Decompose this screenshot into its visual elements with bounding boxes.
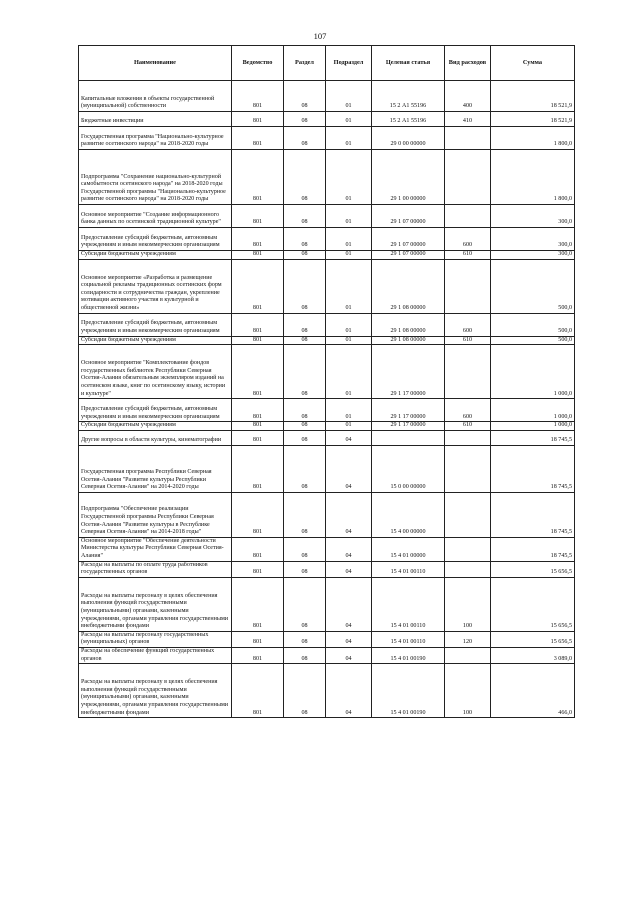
cell-department: 801: [232, 336, 284, 345]
cell-department: 801: [232, 112, 284, 127]
cell-name: Субсидии бюджетным учреждениям: [79, 251, 232, 260]
cell-subsection: 01: [326, 399, 372, 422]
cell-subsection: 01: [326, 313, 372, 336]
cell-section: 08: [284, 251, 326, 260]
column-header-name: Наименование: [79, 46, 232, 81]
column-header-section: Раздел: [284, 46, 326, 81]
cell-target-item: 15 4 00 00000: [372, 492, 445, 537]
cell-target-item: 15 4 01 00190: [372, 647, 445, 663]
cell-expense-type: 410: [445, 112, 491, 127]
cell-amount: 3 089,0: [491, 647, 575, 663]
cell-amount: 15 656,5: [491, 577, 575, 631]
table-row: [79, 537, 575, 561]
cell-expense-type: [445, 345, 491, 399]
cell-section: 08: [284, 577, 326, 631]
cell-expense-type: [445, 259, 491, 313]
cell-target-item: [372, 430, 445, 445]
table-body: [79, 81, 575, 718]
cell-expense-type: 600: [445, 228, 491, 251]
cell-department: 801: [232, 631, 284, 647]
table-row: [79, 577, 575, 631]
cell-name: Основное мероприятие "Создание информационного банка данных по осетинской традиционной культуре": [79, 205, 232, 228]
cell-expense-type: 610: [445, 422, 491, 431]
cell-amount: 18 745,5: [491, 445, 575, 492]
table-row: [79, 205, 575, 228]
cell-department: 801: [232, 537, 284, 561]
cell-target-item: 29 1 08 00000: [372, 336, 445, 345]
cell-department: 801: [232, 664, 284, 718]
table-row: [79, 422, 575, 431]
table-row: [79, 81, 575, 112]
cell-department: 801: [232, 422, 284, 431]
table-row: [79, 127, 575, 150]
cell-expense-type: [445, 205, 491, 228]
cell-department: 801: [232, 399, 284, 422]
cell-amount: 300,0: [491, 251, 575, 260]
cell-section: 08: [284, 150, 326, 205]
table-row: [79, 430, 575, 445]
cell-amount: 18 521,9: [491, 81, 575, 112]
cell-name: Предоставление субсидий бюджетным, автономным учреждениям и иным некоммерческим организациям: [79, 399, 232, 422]
cell-section: 08: [284, 205, 326, 228]
cell-subsection: 01: [326, 228, 372, 251]
cell-target-item: 29 1 17 00000: [372, 422, 445, 431]
column-header-target-item: Целевая статья: [372, 46, 445, 81]
cell-target-item: 15 4 01 00110: [372, 561, 445, 577]
cell-amount: 1 800,0: [491, 150, 575, 205]
cell-subsection: 01: [326, 251, 372, 260]
cell-section: 08: [284, 492, 326, 537]
cell-name: Государственная программа "Национально-культурное развитие осетинского народа" на 2018-2020 годы: [79, 127, 232, 150]
cell-section: 08: [284, 647, 326, 663]
column-header-subsection: Подраздел: [326, 46, 372, 81]
cell-section: 08: [284, 445, 326, 492]
cell-amount: 500,0: [491, 313, 575, 336]
cell-section: 08: [284, 422, 326, 431]
column-header-expense-type: Вид расходов: [445, 46, 491, 81]
cell-target-item: 29 1 07 00000: [372, 228, 445, 251]
budget-table: [78, 45, 575, 718]
cell-name: Бюджетные инвестиции: [79, 112, 232, 127]
cell-expense-type: 600: [445, 313, 491, 336]
cell-name: Субсидии бюджетным учреждениям: [79, 336, 232, 345]
page-number: 107: [313, 31, 327, 41]
cell-section: 08: [284, 81, 326, 112]
cell-name: Расходы на выплаты персоналу в целях обеспечения выполнения функций государственными (муниципальными) органами, казенными учреждениями, органами управления государственными внебюджетными фондами: [79, 577, 232, 631]
cell-target-item: 15 4 01 00190: [372, 664, 445, 718]
cell-expense-type: [445, 430, 491, 445]
cell-expense-type: [445, 647, 491, 663]
cell-target-item: 15 4 01 00110: [372, 631, 445, 647]
cell-subsection: 04: [326, 577, 372, 631]
cell-amount: 18 521,9: [491, 112, 575, 127]
cell-name: Подпрограмма "Сохранение национально-культурной самобытности осетинского народа" на 2018-2020 годы Государственной программы "Национально-культурное развитие осетинского народа" на 2018-2020 годы: [79, 150, 232, 205]
cell-section: 08: [284, 631, 326, 647]
cell-subsection: 01: [326, 259, 372, 313]
cell-subsection: 01: [326, 150, 372, 205]
cell-target-item: 29 1 08 00000: [372, 313, 445, 336]
table-row: [79, 251, 575, 260]
cell-subsection: 01: [326, 205, 372, 228]
cell-section: 08: [284, 430, 326, 445]
cell-department: 801: [232, 150, 284, 205]
cell-name: Предоставление субсидий бюджетным, автономным учреждениям и иным некоммерческим организациям: [79, 228, 232, 251]
cell-name: Основное мероприятие "Комплектование фондов государственных библиотек Республики Северная Осетия-Алания обязательным экземпляром изданий на осетинском языке, книг по осетинскому языку, истории и культуре": [79, 345, 232, 399]
cell-department: 801: [232, 492, 284, 537]
cell-department: 801: [232, 251, 284, 260]
table-row: [79, 112, 575, 127]
cell-amount: 300,0: [491, 205, 575, 228]
cell-department: 801: [232, 647, 284, 663]
cell-name: Расходы на выплаты персоналу государственных (муниципальных) органов: [79, 631, 232, 647]
column-header-department: Ведомство: [232, 46, 284, 81]
cell-section: 08: [284, 537, 326, 561]
cell-expense-type: [445, 445, 491, 492]
cell-name: Расходы на выплаты по оплате труда работников государственных органов: [79, 561, 232, 577]
cell-department: 801: [232, 345, 284, 399]
cell-amount: 18 745,5: [491, 537, 575, 561]
cell-expense-type: 400: [445, 81, 491, 112]
cell-department: 801: [232, 259, 284, 313]
cell-subsection: 04: [326, 664, 372, 718]
cell-department: 801: [232, 313, 284, 336]
cell-subsection: 04: [326, 430, 372, 445]
cell-section: 08: [284, 664, 326, 718]
cell-subsection: 04: [326, 537, 372, 561]
cell-subsection: 04: [326, 647, 372, 663]
cell-name: Предоставление субсидий бюджетным, автономным учреждениям и иным некоммерческим организациям: [79, 313, 232, 336]
cell-target-item: 29 1 07 00000: [372, 205, 445, 228]
cell-amount: 500,0: [491, 336, 575, 345]
cell-name: Другие вопросы в области культуры, кинематографии: [79, 430, 232, 445]
cell-section: 08: [284, 112, 326, 127]
cell-subsection: 01: [326, 112, 372, 127]
cell-expense-type: [445, 492, 491, 537]
cell-amount: 1 000,0: [491, 399, 575, 422]
cell-subsection: 04: [326, 631, 372, 647]
cell-subsection: 04: [326, 561, 372, 577]
cell-department: 801: [232, 561, 284, 577]
cell-expense-type: 600: [445, 399, 491, 422]
cell-expense-type: [445, 150, 491, 205]
cell-target-item: 29 1 17 00000: [372, 345, 445, 399]
cell-expense-type: 100: [445, 577, 491, 631]
cell-target-item: 15 4 01 00110: [372, 577, 445, 631]
cell-amount: 500,0: [491, 259, 575, 313]
cell-name: Капитальные вложения в объекты государственной (муниципальной) собственности: [79, 81, 232, 112]
cell-amount: 1 000,0: [491, 422, 575, 431]
cell-expense-type: [445, 537, 491, 561]
table-row: [79, 445, 575, 492]
table-row: [79, 492, 575, 537]
cell-subsection: 01: [326, 81, 372, 112]
cell-amount: 15 656,5: [491, 561, 575, 577]
cell-amount: 18 745,5: [491, 430, 575, 445]
table-row: [79, 336, 575, 345]
cell-amount: 15 656,5: [491, 631, 575, 647]
cell-name: Основное мероприятие «Разработка и размещение социальной рекламы традиционных осетинских форм солидарности и сотрудничества граждан, укрепление мотивации активного участия в культурной и общественной жизни»: [79, 259, 232, 313]
cell-section: 08: [284, 345, 326, 399]
cell-target-item: 29 1 17 00000: [372, 399, 445, 422]
cell-subsection: 01: [326, 336, 372, 345]
cell-subsection: 04: [326, 445, 372, 492]
cell-target-item: 15 2 А1 55196: [372, 112, 445, 127]
cell-subsection: 01: [326, 127, 372, 150]
cell-subsection: 01: [326, 422, 372, 431]
cell-department: 801: [232, 81, 284, 112]
cell-name: Подпрограмма "Обеспечение реализации Государственной программы Республики Северная Осетия-Алания "Развитие культуры в Республике Северная Осетия-Алания" на 2014-2018 годы": [79, 492, 232, 537]
cell-name: Основное мероприятие "Обеспечение деятельности Министерства культуры Республики Северная Осетия-Алания": [79, 537, 232, 561]
cell-amount: 466,0: [491, 664, 575, 718]
cell-department: 801: [232, 445, 284, 492]
cell-department: 801: [232, 127, 284, 150]
table-row: [79, 561, 575, 577]
cell-target-item: 15 2 А1 55196: [372, 81, 445, 112]
column-header-amount: Сумма: [491, 46, 575, 81]
cell-department: 801: [232, 430, 284, 445]
cell-department: 801: [232, 228, 284, 251]
cell-amount: 300,0: [491, 228, 575, 251]
cell-department: 801: [232, 577, 284, 631]
cell-target-item: 29 0 00 00000: [372, 127, 445, 150]
cell-expense-type: [445, 561, 491, 577]
cell-subsection: 04: [326, 492, 372, 537]
cell-expense-type: 610: [445, 251, 491, 260]
table-row: [79, 631, 575, 647]
cell-expense-type: 120: [445, 631, 491, 647]
cell-section: 08: [284, 313, 326, 336]
table-row: [79, 664, 575, 718]
cell-name: Субсидии бюджетным учреждениям: [79, 422, 232, 431]
cell-name: Расходы на обеспечение функций государственных органов: [79, 647, 232, 663]
cell-section: 08: [284, 336, 326, 345]
cell-amount: 1 800,0: [491, 127, 575, 150]
table-row: [79, 228, 575, 251]
cell-section: 08: [284, 127, 326, 150]
cell-target-item: 29 1 08 00000: [372, 259, 445, 313]
table-row: [79, 150, 575, 205]
cell-expense-type: 100: [445, 664, 491, 718]
table-row: [79, 345, 575, 399]
cell-target-item: 29 1 00 00000: [372, 150, 445, 205]
cell-department: 801: [232, 205, 284, 228]
cell-expense-type: [445, 127, 491, 150]
cell-name: Государственная программа Республики Северная Осетия-Алания "Развитие культуры Республики Северная Осетия-Алания" на 2014-2020 годы: [79, 445, 232, 492]
table-row: [79, 259, 575, 313]
table-row: [79, 647, 575, 663]
cell-subsection: 01: [326, 345, 372, 399]
cell-section: 08: [284, 259, 326, 313]
cell-target-item: 15 4 01 00000: [372, 537, 445, 561]
cell-target-item: 29 1 07 00000: [372, 251, 445, 260]
cell-target-item: 15 0 00 00000: [372, 445, 445, 492]
cell-expense-type: 610: [445, 336, 491, 345]
table-header-row: [79, 46, 575, 81]
cell-section: 08: [284, 561, 326, 577]
table-row: [79, 399, 575, 422]
cell-amount: 1 000,0: [491, 345, 575, 399]
table-row: [79, 313, 575, 336]
cell-section: 08: [284, 228, 326, 251]
cell-section: 08: [284, 399, 326, 422]
cell-amount: 18 745,5: [491, 492, 575, 537]
cell-name: Расходы на выплаты персоналу в целях обеспечения выполнения функций государственными (муниципальными) органами, казенными учреждениями, органами управления государственными внебюджетными фондами: [79, 664, 232, 718]
